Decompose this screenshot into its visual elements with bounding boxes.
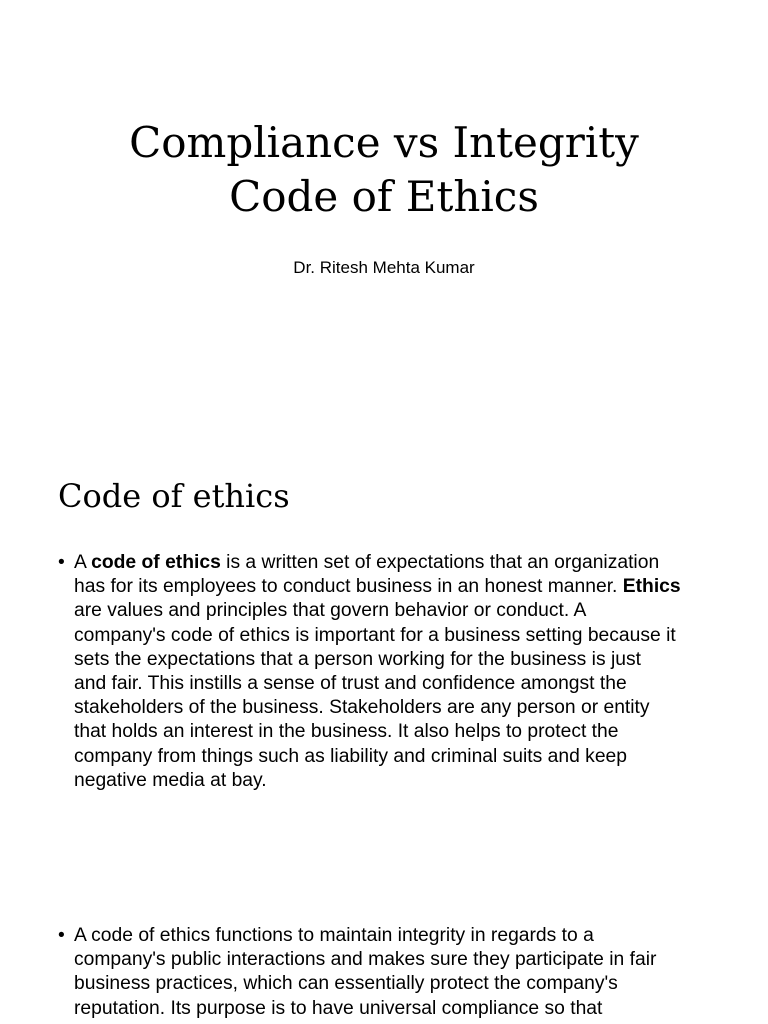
bullet1-line-7: stakeholders of the business. Stakeholders are any person or entity [74, 697, 650, 719]
bold-term-code-of-ethics: code of ethics [91, 552, 221, 573]
bold-term-ethics: Ethics [622, 576, 681, 598]
bullet2-line-4: reputation. Its purpose is to have universal compliance so that [74, 997, 603, 1019]
bullet1-line-3: are values and principles that govern behavior or conduct. A [74, 600, 587, 622]
section-heading: Code of ethics [58, 477, 290, 515]
bullet1-line-1-c: is a written set of expectations that an organization [220, 552, 660, 573]
bullet1-line-6: and fair. This instills a sense of trust and confidence amongst the [74, 673, 627, 695]
bullet-item-2 [58, 924, 738, 1021]
bullet-item-1 [58, 551, 738, 793]
bullet1-line-5: sets the expectations that a person working for the business is just [74, 648, 641, 670]
title-line-2: Code of Ethics [229, 172, 539, 221]
bullet1-line-1-a: A [74, 552, 92, 573]
bullet1-line-2 [58, 575, 738, 599]
bullet2-line-1: A code of ethics functions to maintain integrity in regards to a [74, 925, 594, 946]
bullet2-line-2: company's public interactions and makes sure they participate in fair [74, 949, 657, 971]
title-slide [0, 0, 768, 420]
bullet1-line-4: company's code of ethics is important for a business setting because it [74, 624, 676, 646]
bullet1-line-1 [58, 551, 738, 575]
bullet1-line-9: company from things such as liability and criminal suits and keep [74, 745, 627, 767]
author-name: Dr. Ritesh Mehta Kumar [293, 258, 475, 277]
title-line-1: Compliance vs Integrity [129, 118, 639, 167]
bullet1-line-8: that holds an interest in the business. It also helps to protect the [74, 721, 619, 743]
slide-title [0, 116, 768, 224]
bullet1-line-10: negative media at bay. [74, 769, 267, 791]
bullet2-line-3: business practices, which can essentially protect the company's [74, 973, 618, 995]
bullet-marker: • [58, 925, 65, 946]
bullet-marker: • [58, 552, 65, 573]
bullet1-line-2-a: has for its employees to conduct business in an honest manner. [74, 576, 623, 598]
